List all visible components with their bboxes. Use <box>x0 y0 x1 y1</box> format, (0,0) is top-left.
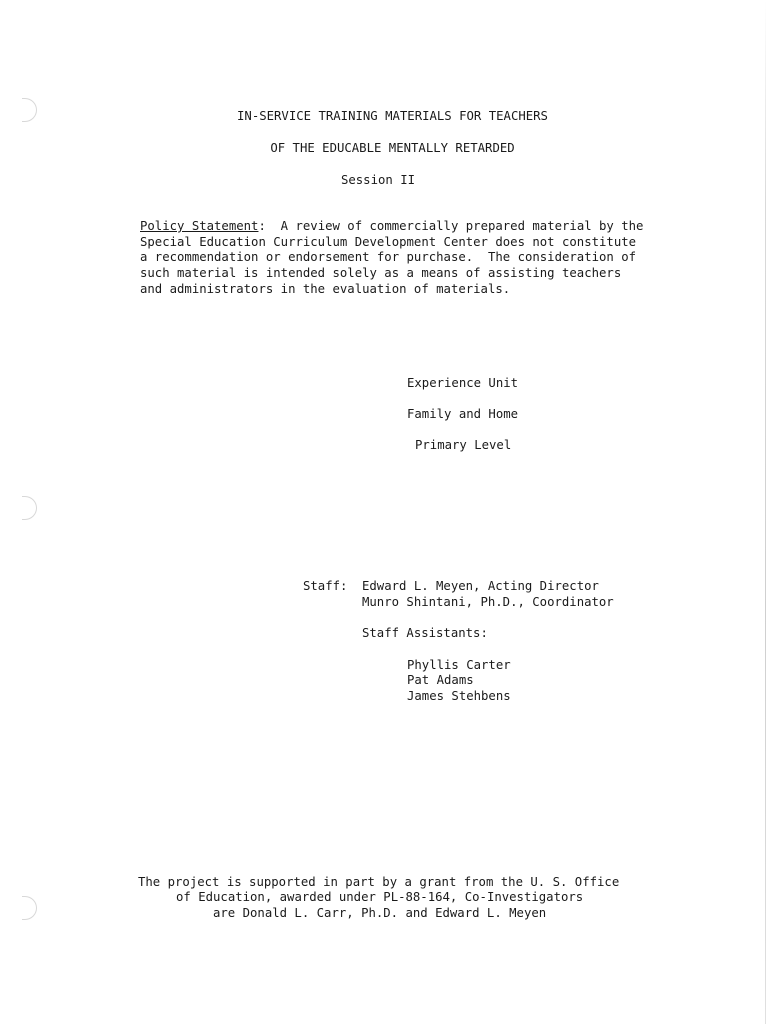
punch-hole-mark <box>22 496 37 520</box>
staff-assistant: Pat Adams <box>407 673 474 687</box>
staff-member-2: Munro Shintani, Ph.D., Coordinator <box>362 595 614 609</box>
unit-level: Primary Level <box>415 438 512 452</box>
staff-member-1: Edward L. Meyen, Acting Director <box>362 579 599 593</box>
page-edge-shadow <box>765 0 766 1024</box>
policy-line-3: a recommendation or endorsement for purchase. The consideration of <box>140 250 637 264</box>
punch-hole-mark <box>22 896 37 920</box>
policy-line-4: such material is intended solely as a means of assisting teachers <box>140 266 622 280</box>
footer-line-2: of Education, awarded under PL-88-164, Co-Investigators <box>176 890 584 904</box>
title-line-2: OF THE EDUCABLE MENTALLY RETARDED <box>270 141 515 155</box>
session-label: Session II <box>340 173 416 187</box>
policy-line-1 <box>140 219 643 235</box>
staff-assistants-label: Staff Assistants: <box>362 626 488 640</box>
policy-line-2: Special Education Curriculum Development Center does not constitute <box>140 235 637 249</box>
unit-topic: Family and Home <box>407 407 519 421</box>
footer-line-1: The project is supported in part by a grant from the U. S. Office <box>138 875 620 889</box>
policy-line-1-text: : A review of commercially prepared material by the <box>258 219 644 233</box>
staff-label: Staff: <box>303 579 348 593</box>
policy-line-5: and administrators in the evaluation of materials. <box>140 282 511 296</box>
staff-assistant: James Stehbens <box>407 689 511 703</box>
staff-assistant: Phyllis Carter <box>407 658 511 672</box>
punch-hole-mark <box>22 98 37 122</box>
title-line-1: IN-SERVICE TRAINING MATERIALS FOR TEACHERS <box>237 109 548 123</box>
unit-name: Experience Unit <box>407 376 519 390</box>
policy-label: Policy Statement <box>140 219 259 233</box>
footer-line-3: are Donald L. Carr, Ph.D. and Edward L. Meyen <box>213 906 547 920</box>
